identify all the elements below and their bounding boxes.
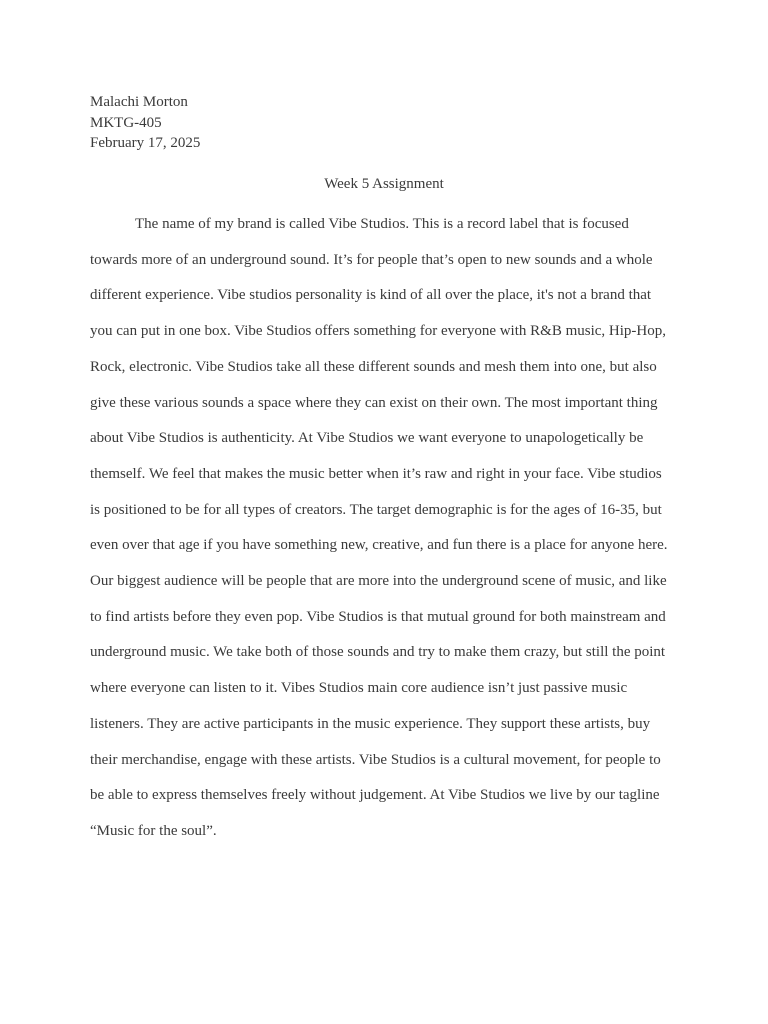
author-name: Malachi Morton xyxy=(90,94,188,110)
paragraph-line: underground music. We take both of those sounds and try to make them crazy, but still the point xyxy=(90,644,666,661)
body-paragraph xyxy=(90,207,674,850)
paragraph-line: give these various sounds a space where they can exist on their own. The most important thing xyxy=(90,394,658,411)
paragraph-line: themself. We feel that makes the music better when it’s raw and right in your face. Vibe studios xyxy=(90,465,662,482)
paragraph-line: you can put in one box. Vibe Studios offers something for everyone with R&B music, Hip-Hop, xyxy=(90,323,666,340)
heading-block xyxy=(90,92,200,154)
course-code: MKTG-405 xyxy=(90,114,162,131)
paragraph-line: different experience. Vibe studios personality is kind of all over the place, it's not a brand that xyxy=(90,287,652,304)
paragraph-line: is positioned to be for all types of creators. The target demographic is for the ages of 16-35, but xyxy=(90,501,662,518)
paragraph-line: The name of my brand is called Vibe Studios. This is a record label that is focused xyxy=(135,216,629,232)
paragraph-line: be able to express themselves freely without judgement. At Vibe Studios we live by our tagline xyxy=(90,787,660,804)
paragraph-line: Our biggest audience will be people that are more into the underground scene of music, and like xyxy=(90,573,667,590)
paragraph-line: even over that age if you have something new, creative, and fun there is a place for anyone here. xyxy=(90,537,668,554)
assignment-date: February 17, 2025 xyxy=(90,135,201,151)
paragraph-line: where everyone can listen to it. Vibes Studios main core audience isn’t just passive music xyxy=(90,680,628,697)
paragraph-line: about Vibe Studios is authenticity. At Vibe Studios we want everyone to unapologetically be xyxy=(90,430,644,447)
paragraph-line: listeners. They are active participants in the music experience. They support these artists, buy xyxy=(90,715,651,732)
paragraph-line: towards more of an underground sound. It’s for people that’s open to new sounds and a whole xyxy=(90,251,653,268)
paragraph-line: to find artists before they even pop. Vibe Studios is that mutual ground for both mainstream and xyxy=(90,608,666,625)
paragraph-line: their merchandise, engage with these artists. Vibe Studios is a cultural movement, for people to xyxy=(90,751,661,768)
paragraph-line: “Music for the soul”. xyxy=(90,822,217,839)
paragraph-line: Rock, electronic. Vibe Studios take all these different sounds and mesh them into one, but also xyxy=(90,358,657,375)
document-title: Week 5 Assignment xyxy=(324,176,444,192)
